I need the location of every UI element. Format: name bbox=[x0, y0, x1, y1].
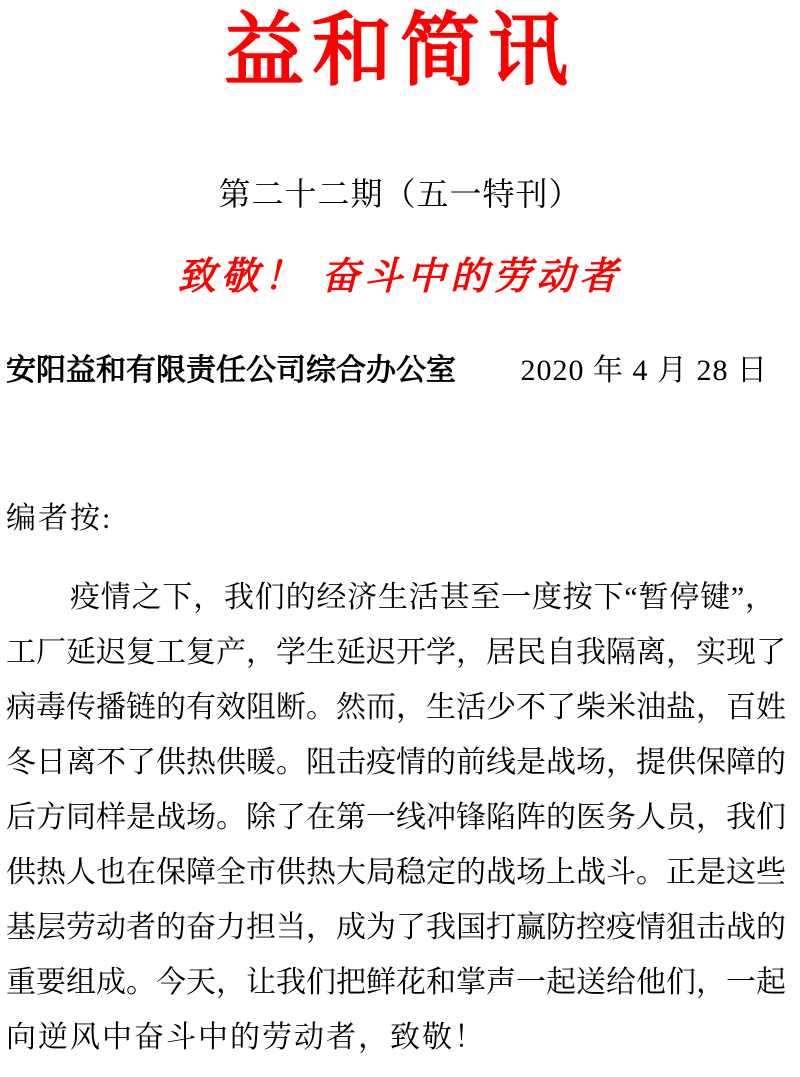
paragraph-line: 基层劳动者的奋力担当，成为了我国打赢防控疫情狙击战的 bbox=[6, 911, 786, 944]
issue-number-line: 第二十二期（五一特刊） bbox=[218, 176, 582, 212]
paragraph-line: 重要组成。今天，让我们把鲜花和掌声一起送给他们，一起 bbox=[6, 966, 786, 999]
paragraph-line: 后方同样是战场。除了在第一线冲锋陷阵的医务人员，我们 bbox=[6, 801, 786, 834]
paragraph-line: 供热人也在保障全市供热大局稳定的战场上战斗。正是这些 bbox=[6, 856, 786, 889]
paragraph-line: 向逆风中奋斗中的劳动者，致敬！ bbox=[6, 1021, 486, 1054]
body-paragraph bbox=[6, 570, 786, 1065]
publisher-dateline bbox=[6, 350, 768, 392]
paragraph-line: 疫情之下，我们的经济生活甚至一度按下“暂停键”， bbox=[70, 581, 775, 614]
publisher-name: 安阳益和有限责任公司综合办公室 bbox=[6, 354, 456, 387]
newsletter-title: 益和简讯 bbox=[224, 8, 576, 96]
publish-date: 2020 年 4 月 28 日 bbox=[520, 354, 768, 387]
paragraph-line: 冬日离不了供热供暖。阻击疫情的前线是战场，提供保障的 bbox=[6, 746, 786, 779]
paragraph-line: 病毒传播链的有效阻断。然而，生活少不了柴米油盐，百姓 bbox=[6, 691, 786, 724]
slogan-calligraphy: 致敬！ 奋斗中的劳动者 bbox=[177, 256, 623, 298]
editor-note-label: 编者按: bbox=[6, 502, 113, 535]
paragraph-line: 工厂延迟复工复产，学生延迟开学，居民自我隔离，实现了 bbox=[6, 636, 786, 669]
